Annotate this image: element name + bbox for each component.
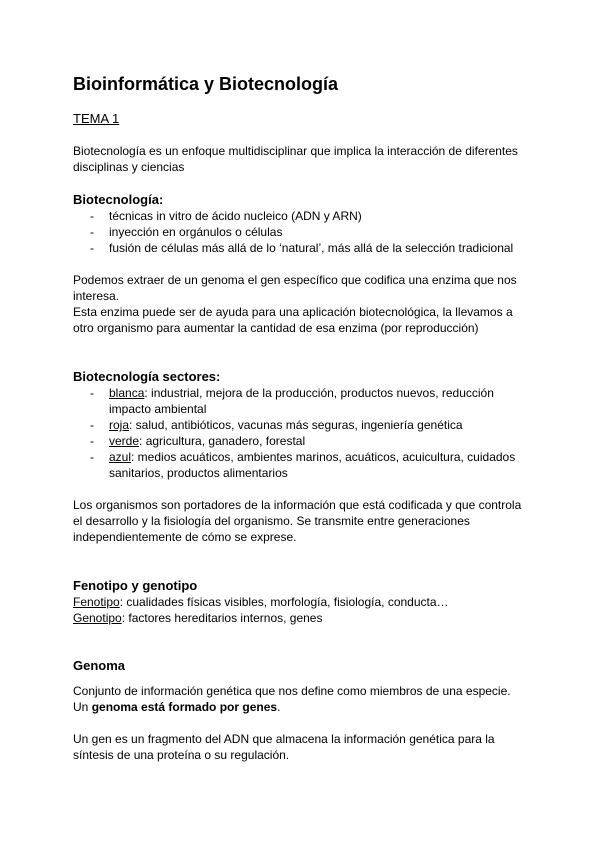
- sector-description: : medios acuáticos, ambientes marinos, acuáticos, acuicultura, cuidados: [131, 450, 516, 464]
- list-item: - inyección en orgánulos o células: [73, 224, 543, 240]
- fenotipo-text: : cualidades físicas visibles, morfología, fisiología, conducta…: [119, 595, 449, 609]
- enzima-paragraph: [73, 272, 543, 336]
- section-heading: Fenotipo y genotipo: [73, 578, 198, 593]
- section-heading: Biotecnología sectores:: [73, 369, 221, 384]
- text-span: .: [277, 700, 281, 714]
- sector-description: : salud, antibióticos, vacunas más seguras, ingeniería genética: [129, 418, 463, 432]
- paragraph-line: Conjunto de información genética que nos define como miembros de una especie.: [73, 684, 511, 698]
- list-item: [73, 385, 543, 417]
- sector-term: blanca: [109, 386, 145, 400]
- list-item: [73, 417, 543, 433]
- list-item: [73, 449, 543, 481]
- genoma-section: [73, 658, 543, 763]
- intro-line: disciplinas y ciencias: [73, 160, 185, 174]
- paragraph-line: Los organismos son portadores de la información que está codificada y que controla: [73, 498, 522, 512]
- document-title: Bioinformática y Biotecnología: [73, 74, 339, 94]
- bullet-list: [73, 208, 543, 256]
- sector-description: : agricultura, ganadero, forestal: [139, 434, 306, 448]
- sector-term: azul: [109, 450, 132, 464]
- genotipo-term: Genotipo: [73, 611, 122, 625]
- list-item: [73, 433, 543, 449]
- sector-term: roja: [109, 418, 130, 432]
- organismos-paragraph: [73, 497, 543, 545]
- sector-description-cont: impacto ambiental: [109, 402, 207, 416]
- paragraph-line: otro organismo para aumentar la cantidad de esa enzima (por reproducción): [73, 321, 479, 335]
- fenotipo-line: [73, 594, 543, 610]
- list-item: - técnicas in vitro de ácido nucleico (ADN y ARN): [73, 208, 543, 224]
- topic-subtitle: TEMA 1: [73, 111, 120, 126]
- paragraph-line: interesa.: [73, 289, 120, 303]
- sectores-section: [73, 369, 543, 481]
- paragraph-line: síntesis de una proteína o su regulación.: [73, 748, 290, 762]
- paragraph-line: [73, 699, 543, 715]
- paragraph-line: el desarrollo y la fisiología del organismo. Se transmite entre generaciones: [73, 514, 470, 528]
- paragraph-line: Podemos extraer de un genoma el gen específico que codifica una enzima que nos: [73, 273, 517, 287]
- sector-description-cont: sanitarios, productos alimentarios: [109, 466, 288, 480]
- sector-term: verde: [109, 434, 140, 448]
- paragraph-line: Esta enzima puede ser de ayuda para una aplicación biotecnológica, la llevamos a: [73, 305, 513, 319]
- genotipo-line: [73, 610, 543, 626]
- paragraph-line: Un gen es un fragmento del ADN que almacena la información genética para la: [73, 732, 495, 746]
- list-item: - fusión de células más allá de lo ‘natural’, más allá de la selección tradicional: [73, 240, 543, 256]
- genotipo-text: : factores hereditarios internos, genes: [121, 611, 323, 625]
- paragraph-line: independientemente de cómo se exprese.: [73, 530, 297, 544]
- section-heading: Genoma: [73, 658, 126, 673]
- section-heading: Biotecnología:: [73, 192, 164, 207]
- bullet-list: [73, 385, 543, 481]
- intro-line: Biotecnología es un enfoque multidisciplinar que implica la interacción de diferentes: [73, 144, 518, 158]
- biotecnologia-section: [73, 192, 543, 256]
- fenotipo-section: [73, 578, 543, 626]
- bold-text: genoma está formado por genes: [91, 700, 278, 714]
- sector-description: : industrial, mejora de la producción, productos nuevos, reducción: [144, 386, 494, 400]
- fenotipo-term: Fenotipo: [73, 595, 120, 609]
- intro-paragraph: [73, 143, 543, 175]
- text-span: Un: [73, 700, 92, 714]
